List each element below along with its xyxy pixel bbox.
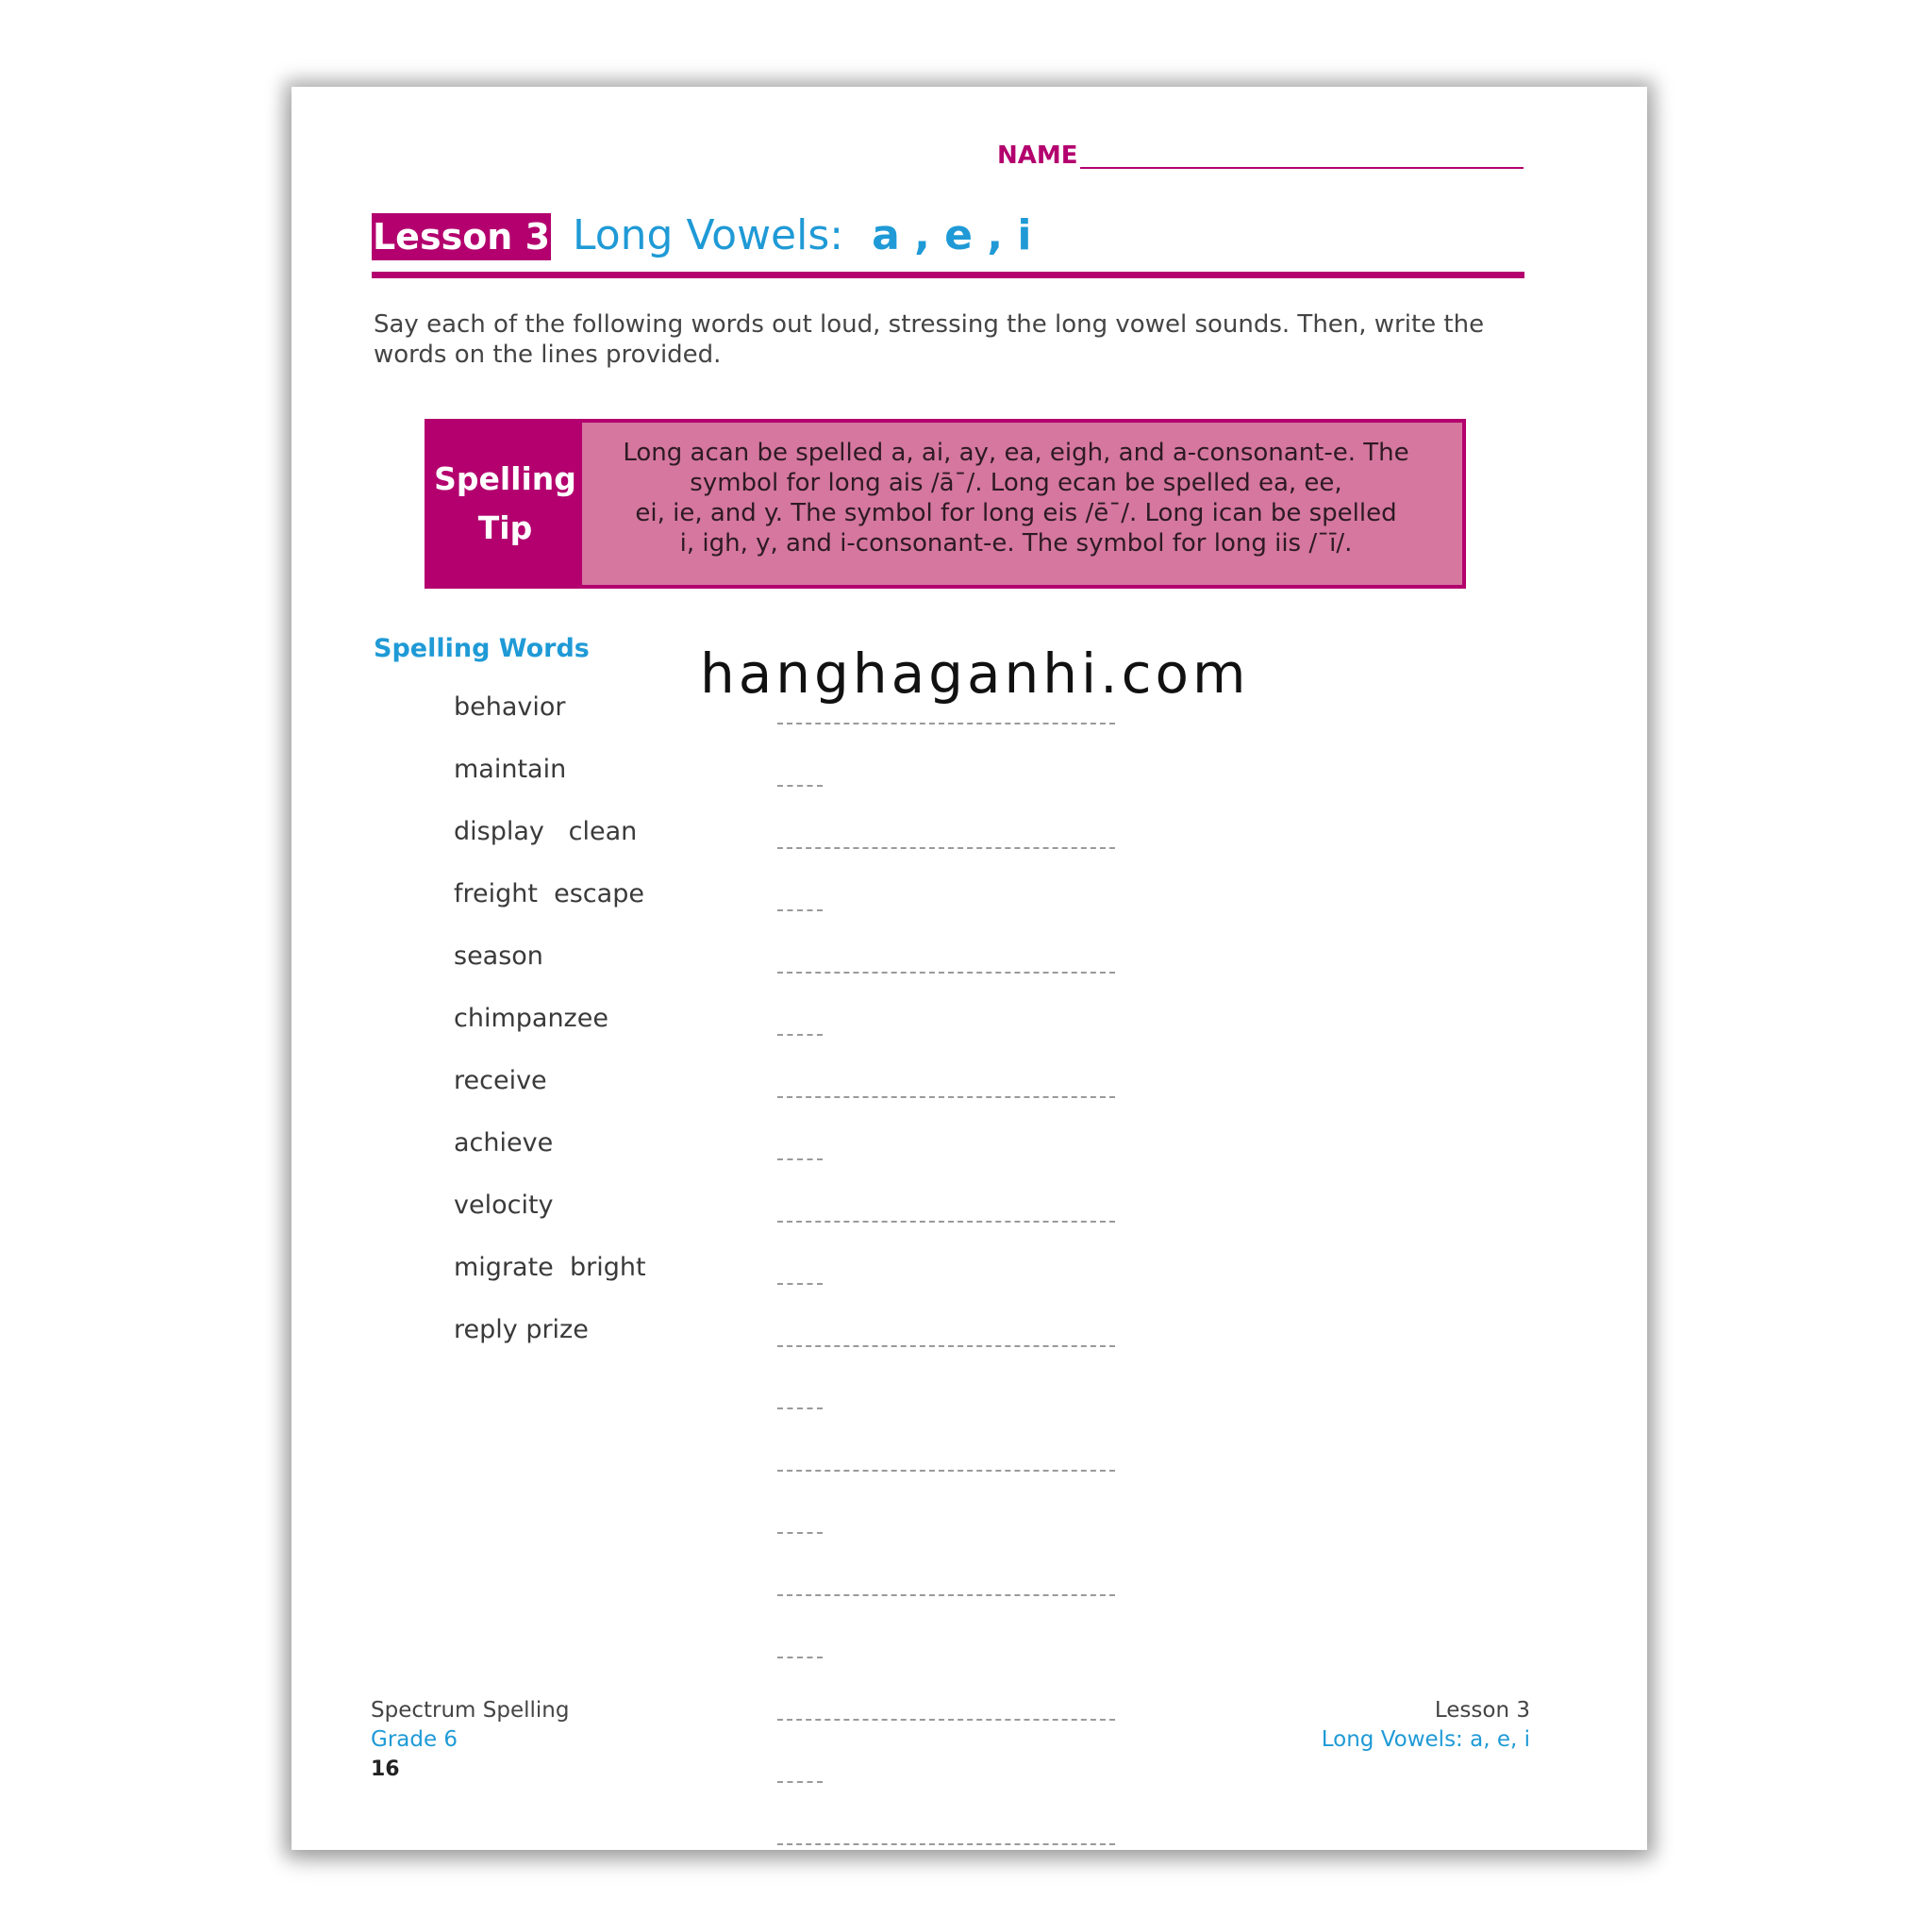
spelling-tip-heading	[428, 423, 582, 585]
spelling-word: maintain	[454, 755, 567, 784]
spelling-word: reply prize	[454, 1315, 589, 1344]
footer-page-number: 16	[371, 1757, 400, 1781]
answer-line[interactable]	[777, 1407, 823, 1409]
answer-line[interactable]	[777, 1096, 1115, 1098]
answer-line[interactable]	[777, 972, 1115, 974]
answer-line[interactable]	[777, 909, 823, 911]
spelling-word: migrate bright	[454, 1253, 646, 1282]
answer-line[interactable]	[777, 1532, 823, 1534]
worksheet-page	[291, 87, 1647, 1850]
tip-line: ei, ie, and y. The symbol for long eis /ē¯/. Long ican be spelled	[635, 499, 1397, 527]
tip-heading-line1: Spelling	[434, 460, 576, 497]
spelling-word: velocity	[454, 1191, 554, 1220]
spelling-word: freight escape	[454, 879, 644, 908]
spelling-word: display clean	[454, 817, 638, 846]
watermark-text: hanghaganhi.com	[700, 641, 1250, 706]
answer-line[interactable]	[777, 785, 823, 787]
answer-line[interactable]	[777, 1594, 1115, 1596]
lesson-title-text: Long Vowels:	[573, 211, 844, 259]
tip-line: symbol for long ais /ā¯/. Long ecan be spelled ea, ee,	[690, 469, 1342, 497]
answer-line[interactable]	[777, 1283, 823, 1285]
spelling-word: achieve	[454, 1128, 554, 1158]
footer-lesson-title: Long Vowels: a, e, i	[1321, 1727, 1530, 1752]
spelling-words-heading: Spelling Words	[374, 634, 590, 663]
spelling-word: season	[454, 941, 543, 971]
name-label: NAME	[997, 142, 1078, 170]
answer-line[interactable]	[777, 1843, 1115, 1845]
answer-line[interactable]	[777, 1345, 1115, 1347]
instructions-text: Say each of the following words out loud, stressing the long vowel sounds. Then, write the words on the lines provided.	[374, 310, 1485, 369]
answer-line[interactable]	[777, 847, 1115, 849]
lesson-title	[573, 208, 1031, 264]
answer-line[interactable]	[777, 1657, 823, 1658]
lesson-badge: Lesson 3	[372, 213, 551, 260]
tip-heading-line2: Tip	[477, 509, 533, 546]
answer-line[interactable]	[777, 1034, 823, 1036]
tip-line: Long acan be spelled a, ai, ay, ea, eigh, and a-consonant-e. The	[623, 439, 1409, 467]
name-write-line[interactable]	[1080, 167, 1524, 169]
answer-line[interactable]	[777, 723, 1115, 724]
spelling-word: behavior	[454, 692, 566, 722]
footer-grade: Grade 6	[371, 1727, 458, 1752]
title-divider	[372, 272, 1524, 278]
spelling-tip-box	[425, 419, 1466, 589]
spelling-word: chimpanzee	[454, 1004, 608, 1033]
answer-line[interactable]	[777, 1470, 1115, 1472]
footer-book-title: Spectrum Spelling	[371, 1698, 570, 1723]
tip-line: i, igh, y, and i-consonant-e. The symbol for long iis /¯ī/.	[679, 529, 1353, 558]
answer-line[interactable]	[777, 1158, 823, 1160]
answer-line[interactable]	[777, 1221, 1115, 1223]
footer-lesson: Lesson 3	[1434, 1698, 1530, 1723]
answer-line[interactable]	[777, 1719, 1115, 1721]
spelling-tip-text	[589, 438, 1443, 558]
answer-line[interactable]	[777, 1781, 823, 1783]
spelling-word: receive	[454, 1066, 547, 1095]
lesson-title-vowels: a , e , i	[872, 211, 1032, 259]
